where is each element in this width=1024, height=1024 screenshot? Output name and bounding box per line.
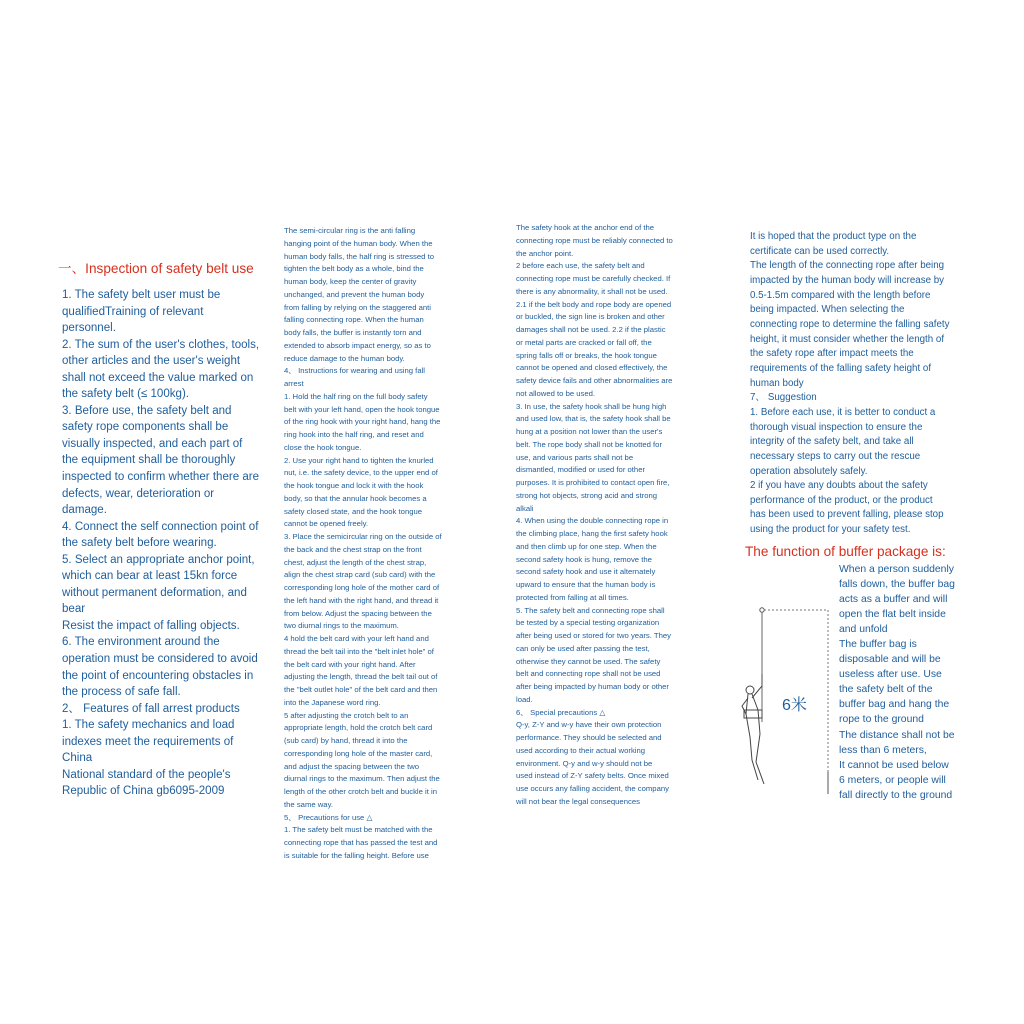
text-line: thread the belt tail into the "belt inlet hole" of (284, 646, 434, 656)
text-line: diurnal rings to the maximum. Then adjust the (284, 774, 440, 784)
text-line: using the product for your safety test. (750, 524, 911, 536)
text-line: human body, keep the center of gravity (284, 277, 417, 286)
text-line: the belt card with your right hand. After (284, 659, 416, 669)
anchor-point-icon (760, 608, 764, 612)
text-line: ring hook into the half ring, and reset and (284, 430, 424, 439)
text-line: (sub card) by hand, thread it into the (284, 736, 408, 745)
text-line: use, and various parts shall not be (516, 452, 634, 462)
text-line: corresponding long hole of the master card, (284, 748, 433, 758)
text-line: height, it must consider whether the length of (750, 333, 945, 345)
text-line: falls down, the buffer bag (839, 579, 955, 591)
text-line: arrest (284, 379, 304, 388)
text-line: 5. Select an appropriate anchor point, (62, 553, 255, 566)
text-line: hanging point of the human body. When the (284, 238, 433, 248)
text-line: 6、 Special precautions △ (516, 707, 606, 717)
text-line: Q-y, Z-Y and w-y have their own protection (516, 720, 662, 730)
section-heading-buffer: The function of buffer package is: (745, 543, 946, 559)
text-line: the hook tongue and lock it with the hook (284, 481, 424, 490)
text-line: 6 meters, or people will (839, 774, 946, 786)
text-line: 0.5-1.5m compared with the length before (750, 289, 931, 301)
column-inspection (58, 259, 276, 800)
text-line: and used low, that is, the safety hook shall be (516, 414, 671, 424)
text-line: the safety belt (≤ 100kg). (62, 388, 190, 401)
text-line: environment. Q-y and w-y should not be (516, 758, 653, 768)
text-line: connecting rope must be reliably connected to (516, 235, 673, 245)
buffer-description (839, 562, 955, 803)
text-line: the "belt outlet hole" of the belt card and then (284, 685, 438, 694)
text-line: alkali (516, 503, 534, 513)
text-line: requirements of the falling safety height of (750, 362, 932, 374)
text-line: safety rope components shall be (62, 421, 229, 434)
text-line: 2.1 if the belt body and rope body are opened (516, 299, 672, 309)
text-line: 1. The safety belt must be matched with the (284, 825, 433, 835)
text-line: inspected to confirm whether there are (62, 471, 260, 484)
text-line: Resist the impact of falling objects. (62, 619, 240, 632)
column-suggestions (745, 230, 980, 561)
text-line: connecting rope that has passed the test and (284, 838, 438, 847)
text-line: 4. Connect the self connection point of (62, 520, 259, 533)
text-line: into the Japanese word ring. (284, 697, 381, 707)
text-line: close the hook tongue. (284, 442, 362, 452)
text-line: 1. Hold the half ring on the full body safety (284, 391, 428, 401)
text-line: 2 before each use, the safety belt and (516, 261, 645, 271)
text-line: 3. In use, the safety hook shall be hung high (516, 401, 667, 411)
text-line: 5、 Precautions for use △ (284, 812, 373, 822)
text-line: which can bear at least 15kn force (62, 570, 238, 583)
text-line: buffer bag and hang the (839, 699, 950, 711)
text-line: human body (750, 377, 804, 389)
text-line: hung at a position not lower than the user's (516, 427, 663, 436)
text-line: thorough visual inspection to ensure the (750, 421, 923, 433)
text-line: Republic of China gb6095-2009 (62, 785, 225, 798)
text-line: connecting rope to determine the falling safety (750, 318, 950, 330)
text-line: bear (62, 603, 86, 616)
person-icon (742, 674, 764, 784)
text-line: will not bear the legal consequences (516, 796, 640, 806)
text-line: 4. When using the double connecting rope in (516, 516, 669, 526)
text-line: being impacted. When selecting the (750, 304, 905, 316)
text-line: connecting rope must be carefully checked. If (516, 274, 671, 283)
text-line: has been used to prevent falling, please stop (750, 509, 944, 521)
text-line: The semi-circular ring is the anti falling (284, 226, 416, 235)
text-line: adjusting the length, thread the belt tail out of (284, 672, 438, 682)
text-line: 4 hold the belt card with your left hand and (284, 634, 429, 643)
height-label: 6米 (782, 697, 807, 714)
text-line: visually inspected, and each part of (62, 437, 243, 450)
text-line: appropriate length, hold the crotch belt card (284, 723, 433, 733)
text-line: 3. Before use, the safety belt and (62, 404, 232, 417)
text-line: from below. Adjust the spacing between the (284, 608, 432, 618)
text-line: protected from falling at all times. (516, 592, 629, 602)
text-line: the left hand with the right hand, and thread it (284, 595, 439, 605)
text-line: rope to the ground (839, 714, 924, 726)
column-precautions (516, 222, 716, 809)
text-line: and unfold (839, 624, 888, 636)
text-line: less than 6 meters, (839, 744, 927, 756)
text-line: safety device fails and other abnormalities are (516, 376, 673, 385)
text-line: the safety belt of the (839, 684, 933, 696)
text-line: National standard of the people's (62, 768, 231, 781)
text-line: without permanent deformation, and (62, 586, 247, 599)
text-line: spring falls off or breaks, the hook tongue (516, 350, 657, 360)
text-line: impacted by the human body will increase by (750, 274, 945, 286)
text-line: the climbing place, hang the first safety hook (516, 529, 668, 538)
text-line: strong hot objects, strong acid and strong (516, 490, 658, 500)
text-line: not allowed to be used. (516, 388, 596, 398)
text-line: indexes meet the requirements of (62, 735, 234, 748)
text-line: or metal parts are cracked or fall off, the (516, 337, 652, 347)
section-heading-inspection: 一、Inspection of safety belt use (58, 261, 254, 276)
text-line: 1. The safety belt user must be (62, 289, 221, 301)
text-line: certificate can be used correctly. (750, 245, 890, 257)
text-line: safety closed state, and the hook tongue (284, 506, 423, 516)
text-line: 5. The safety belt and connecting rope shall (516, 605, 665, 615)
text-line: upward to ensure that the human body is (516, 580, 656, 589)
text-line: integrity of the safety belt, and take all (750, 436, 914, 448)
text-line: reduce damage to the human body. (284, 353, 405, 363)
text-line: belt and connecting rope shall not be used (516, 669, 661, 679)
text-line: align the chest strap card (sub card) with the (284, 570, 436, 580)
text-line: and adjust the spacing between the two (284, 761, 420, 771)
text-line: human body falls, the half ring is stressed to (284, 251, 434, 261)
buffer-illustration (740, 562, 980, 802)
inspection-text (62, 287, 276, 800)
text-line: tighten the belt body as a whole, bind the (284, 264, 424, 274)
text-line: unchanged, and prevent the human body (284, 289, 425, 299)
text-line: be tested by a special testing organization (516, 618, 660, 628)
text-line: the same way. (284, 799, 333, 809)
text-line: damage. (62, 504, 107, 517)
text-line: acts as a buffer and will (839, 594, 948, 606)
text-line: second safety hook is hung, remove the (516, 554, 652, 564)
text-line: fall directly to the ground (839, 789, 953, 801)
text-line: performance of the product, or the product (750, 494, 933, 506)
column-instructions (284, 225, 454, 863)
text-line: is suitable for the falling height. Before use (284, 850, 429, 860)
text-line: damages shall not be used. 2.2 if the plastic (516, 325, 666, 334)
text-line: from falling by relying on the staggered anti (284, 302, 432, 312)
text-line: purposes. It is prohibited to contact open fire, (516, 478, 670, 487)
text-line: operation must be considered to avoid (62, 653, 258, 666)
text-line: The buffer bag is (839, 639, 917, 651)
text-line: 1. The safety mechanics and load (62, 719, 235, 732)
text-line: second safety hook and use it alternately (516, 567, 656, 577)
text-line: there is any abnormality, it shall not be used. (516, 286, 668, 296)
text-line: 5 after adjusting the crotch belt to an (284, 710, 409, 720)
text-line: performance. They should be selected and (516, 733, 662, 742)
text-line: body falls, the buffer is instantly torn and (284, 328, 422, 337)
text-line: the safety rope after impact meets the (750, 348, 914, 360)
text-line: 1. Before each use, it is better to conduct a (750, 406, 936, 418)
text-line: 2 if you have any doubts about the safety (750, 480, 928, 492)
text-line: the equipment shall be thoroughly (62, 454, 236, 467)
text-line: The length of the connecting rope after being (750, 260, 945, 272)
text-line: length of the other crotch belt and buckle it in (284, 787, 437, 796)
text-line: necessary steps to carry out the rescue (750, 450, 921, 462)
text-line: qualifiedTraining of relevant (62, 305, 204, 318)
text-line: China (62, 752, 93, 765)
text-line: the process of safe fall. (62, 686, 181, 699)
text-line: 2. The sum of the user's clothes, tools, (62, 338, 260, 351)
text-line: corresponding long hole of the mother card of (284, 583, 440, 592)
text-line: 3. Place the semicircular ring on the outside of (284, 532, 442, 541)
text-line: the back and the chest strap on the front (284, 544, 422, 554)
text-line: belt. The rope body shall not be knotted for (516, 439, 663, 449)
text-line: 6. The environment around the (62, 636, 220, 649)
text-line: 2. Use your right hand to tighten the knurled (284, 455, 434, 465)
text-line: operation absolutely safely. (750, 465, 868, 477)
text-line: cannot be opened and closed effectively, the (516, 363, 668, 373)
text-line: open the flat belt inside (839, 609, 946, 621)
text-line: the point of encountering obstacles in (62, 669, 254, 682)
text-line: other articles and the user's weight (62, 355, 241, 368)
text-line: When a person suddenly (839, 564, 954, 575)
text-line: useless after use. Use (839, 669, 942, 681)
text-line: used according to their actual working (516, 745, 646, 755)
text-line: or buckled, the sign line is broken and other (516, 312, 665, 322)
text-line: disposable and will be (839, 654, 941, 666)
text-line: dismantled, modified or used for other (516, 465, 646, 475)
text-line: belt with your left hand, open the hook tongue (284, 404, 440, 414)
text-line: falling connecting rope. When the human (284, 315, 424, 325)
text-line: defects, wear, deterioration or (62, 487, 215, 500)
text-line: chest, adjust the length of the chest strap, (284, 557, 427, 567)
text-line: after being used or stored for two years. They (516, 631, 671, 640)
text-line: used instead of Z-Y safety belts. Once mixed (516, 771, 669, 781)
text-line: the safety belt before wearing. (62, 537, 217, 550)
text-line: The distance shall not be (839, 729, 955, 741)
text-line: cannot be opened freely. (284, 519, 369, 529)
text-line: after being impacted by human body or other (516, 682, 669, 691)
text-line: load. (516, 694, 533, 704)
text-line: use occurs any falling accident, the company (516, 784, 669, 793)
text-line: personnel. (62, 322, 116, 335)
suggestion-text (750, 230, 980, 538)
text-line: nut, i.e. the safety device, to the upper end of (284, 468, 438, 478)
text-line: the anchor point. (516, 248, 574, 258)
text-line: can only be used after passing the test, (516, 643, 650, 653)
text-line: and then climb up for one step. When the (516, 541, 657, 551)
text-line: extended to absorb impact energy, so as to (284, 340, 431, 350)
text-line: 7、 Suggestion (750, 392, 817, 404)
text-line: of the ring hook with your right hand, hang the (284, 417, 441, 427)
text-line: 4、 Instructions for wearing and using fall (284, 366, 426, 376)
text-line: body, so that the annular hook becomes a (284, 493, 427, 503)
text-line: The safety hook at the anchor end of the (516, 223, 655, 232)
text-line: shall not exceed the value marked on (62, 371, 254, 384)
text-line: It cannot be used below (839, 759, 949, 771)
text-line: otherwise they cannot be used. The safety (516, 656, 661, 666)
text-line: 2、 Features of fall arrest products (62, 702, 240, 715)
text-line: It is hoped that the product type on the (750, 231, 917, 242)
text-line: two diurnal rings to the maximum. (284, 621, 399, 631)
